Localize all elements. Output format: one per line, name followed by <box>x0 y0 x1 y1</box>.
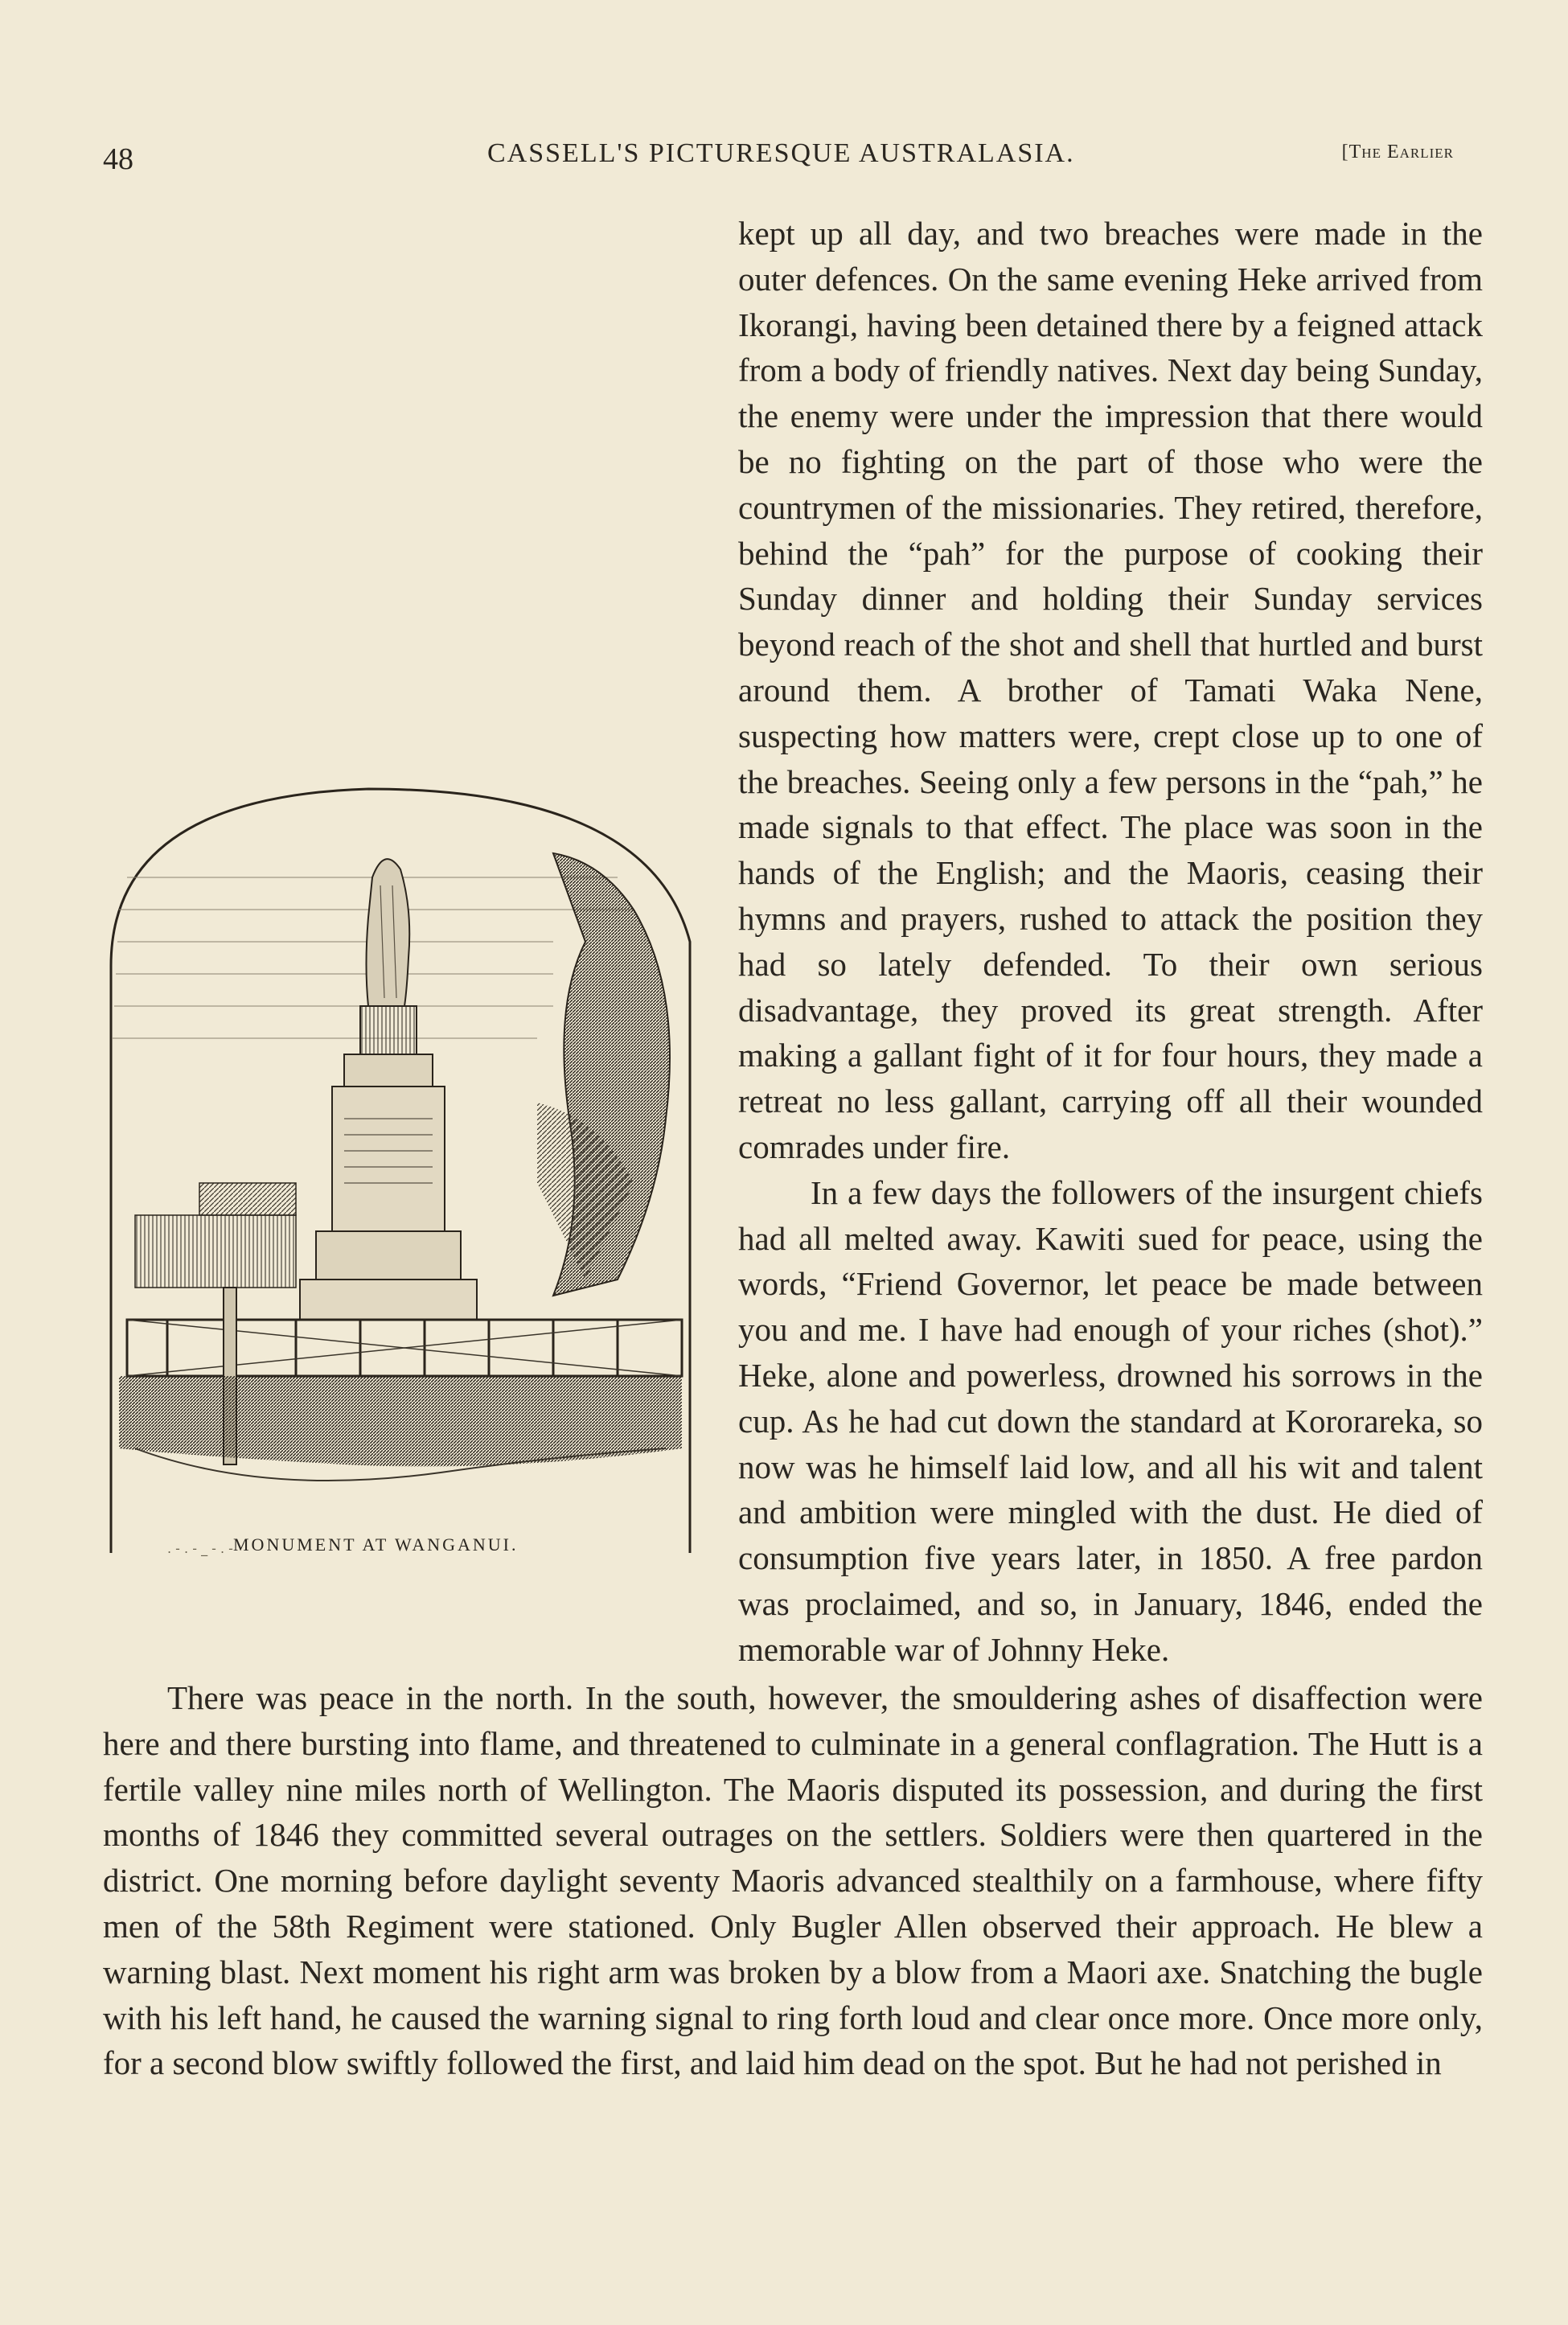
page-number: 48 <box>103 142 133 176</box>
monument-illustration <box>103 700 698 1569</box>
paragraph-3 <box>103 1675 1483 2086</box>
figure <box>103 624 730 1637</box>
svg-text:. - . - _ - . -: . - . - _ - . - <box>167 1541 233 1556</box>
paragraph-1-text: kept up all day, and two breaches were made in the outer defences. On the same evening Heke arrived from Ikorangi, having been detained there by a feigned attack from a body of friendly natives. Next day being Sunday, the enemy were under the impression that there would be no fighting on the part of those who were the countrymen of the missionaries. They retired, therefore, behind the “pah” for the purpose of cooking their Sunday dinner and holding their Sunday services beyond reach of the shot and shell that hurtled and burst around them. A brother of Tamati Waka Nene, suspecting how matters were, crept close up to one of the breaches. Seeing only a few persons in the “pah,” he made signals to that effect. The place was soon in the hands of the English; and the Maoris, ceasing their hymns and prayers, rushed to attack the position they had so lately defended. To their own serious disadvantage, they proved its great strength. After making a gallant fight of it for four hours, they made a retreat no less gallant, carrying off all their wounded comrades under fire. <box>738 215 1483 1165</box>
section-title: [The Earlier <box>1341 142 1454 162</box>
running-title: CASSELL'S PICTURESQUE AUSTRALASIA. <box>487 138 1075 168</box>
paragraph-2-text: In a few days the followers of the insurgent chiefs had all melted away. Kawiti sued for peace, using the words, “Friend Governor, let peace be made between you and me. I have had enough of your riches (shot).” Heke, alone and powerless, drowned his sorrows in the cup. As he had cut down the standard at Kororareka, so now was he himself laid low, and all his wit and talent and ambition were mingled with the dust. He died of consumption five years later, in 1850. A free pardon was proclaimed, and so, in January, 1846, ended the memorable war of Johnny Heke. <box>738 1173 1483 1668</box>
paragraph-3-block <box>103 1675 1483 2086</box>
paragraph-3-text: There was peace in the north. In the south, however, the smouldering ashes of disaffection were here and there bursting into flame, and threatened to culminate in a general conflagration. The Hutt is a fertile valley nine miles north of Wellington. The Maoris disputed its possession, and during the first months of 1846 they committed several outrages on the settlers. Soldiers were then quartered in the district. One morning before daylight seventy Maoris advanced stealthily on a farmhouse, where fifty men of the 58th Regiment were stationed. Only Bugler Allen observed their approach. He blew a warning blast. Next moment his right arm was broken by a blow from a Maori axe. Snatching the bugle with his left hand, he caused the warning signal to ring forth loud and clear once more. Once more only, for a second blow swiftly followed the first, and laid him dead on the spot. But he had not perished in <box>103 1679 1483 2082</box>
figure-caption: MONUMENT AT WANGANUI. <box>233 1534 519 1555</box>
running-header <box>103 135 1454 180</box>
